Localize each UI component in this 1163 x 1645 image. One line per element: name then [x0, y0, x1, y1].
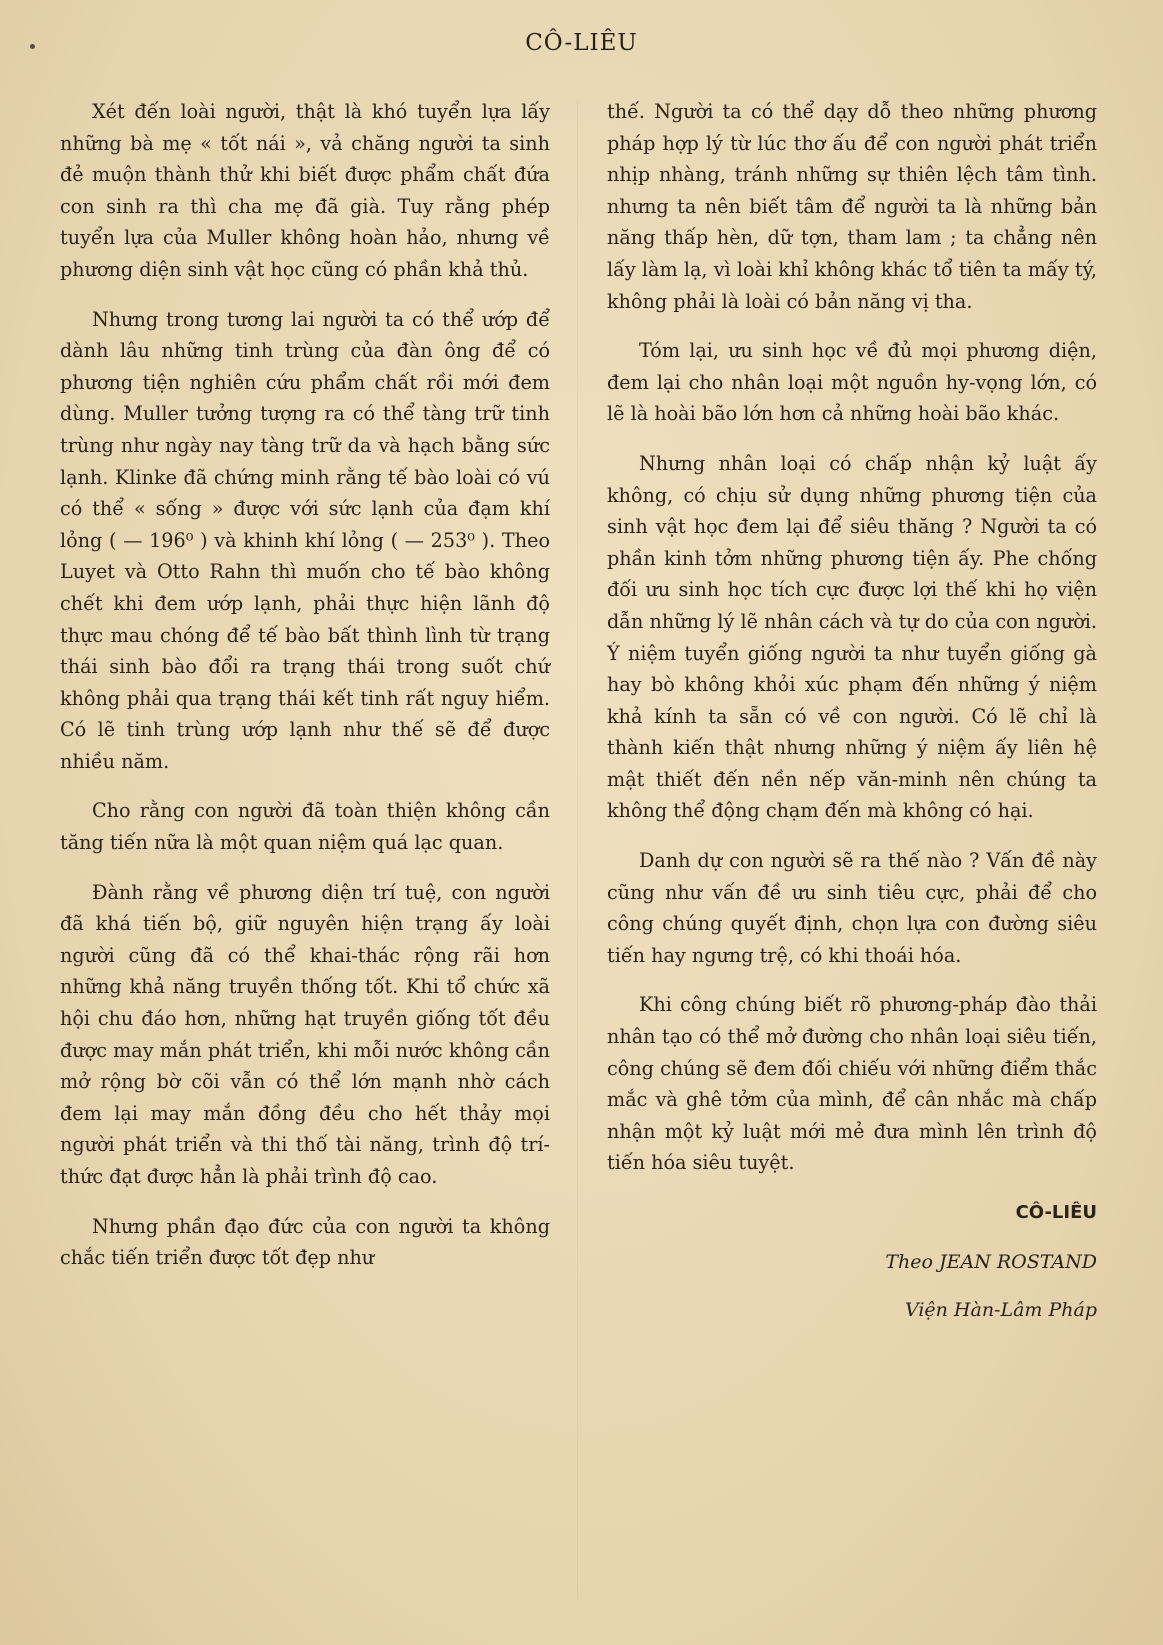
paragraph: Cho rằng con người đã toàn thiện không cần tăng tiến nữa là một quan niệm quá lạc quan. [60, 799, 550, 855]
source-credit: Theo JEAN ROSTAND [885, 1250, 1097, 1273]
paragraph: Nhưng nhân loại có chấp nhận kỷ luật ấy không, có chịu sử dụng những phương tiện của sinh vật học đem lại để siêu thăng ? Người ta có phần kinh tởm những phương tiện ấy. Phe chống đối ưu sinh học tích cực được lợi thế khi họ viện dẫn những lý lẽ nhân cách và tự do của con người. Ý niệm tuyển giống người ta như tuyển giống gà hay bò không khỏi xúc phạm đến những ý niệm khả kính ta sẵn có về con người. Có lẽ chỉ là thành kiến thật nhưng những ý niệm ấy liên hệ mật thiết đến nền nếp văn-minh nên chúng ta không thể động chạm đến mà không có hại. [607, 451, 1097, 823]
paragraph: Danh dự con người sẽ ra thế nào ? Vấn đề này cũng như vấn đề ưu sinh tiêu cực, phải để cho công chúng quyết định, chọn lựa con đường siêu tiến hay ngưng trệ, có khi thoái hóa. [607, 849, 1097, 967]
author-signature: CÔ-LIÊU [1015, 1202, 1097, 1223]
paragraph: Xét đến loài người, thật là khó tuyển lựa lấy những bà mẹ « tốt nái », vả chăng người ta sinh đẻ muộn thành thử khi biết được phẩm chất đứa con sinh ra thì cha mẹ đã già. Tuy rằng phép tuyển lựa của Muller không hoàn hảo, nhưng về phương diện sinh vật học cũng có phần khả thủ. [60, 100, 550, 281]
paragraph: Nhưng phần đạo đức của con người ta không chắc tiến triển được tốt đẹp như [60, 1214, 550, 1270]
right-column [607, 96, 1097, 1343]
running-header: CÔ-LIÊU [525, 30, 638, 56]
column-gutter [577, 100, 578, 1600]
paragraph: Đành rằng về phương diện trí tuệ, con người đã khá tiến bộ, giữ nguyên hiện trạng ấy loài người cũng đã có thể khai-thác rộng rãi hơn những khả năng truyền thống tốt. Khi tổ chức xã hội chu đáo hơn, những hạt truyền giống tốt đều được may mắn phát triển, khi mỗi nước không cần mở rộng bờ cõi vẫn có thể lớn mạnh nhờ cách đem lại may mắn đồng đều cho hết thảy mọi người phát triển và thi thố tài năng, trình độ trí-thức đạt được hẳn là phải trình độ cao. [60, 880, 550, 1188]
paragraph: Khi công chúng biết rõ phương-pháp đào thải nhân tạo có thể mở đường cho nhân loại siêu tiến, công chúng sẽ đem đối chiếu với những điểm thắc mắc và ghê tởm của mình, để cân nhắc mà chấp nhận một kỷ luật mới mẻ đưa mình lên trình độ tiến hóa siêu tuyệt. [607, 993, 1097, 1175]
paragraph: Nhưng trong tương lai người ta có thể ướp để dành lâu những tinh trùng của đàn ông để có phương tiện nghiên cứu phẩm chất rồi mới đem dùng. Muller tưởng tượng ra có thể tàng trữ tinh trùng như ngày nay tàng trữ da và hạch bằng sức lạnh. Klinke đã chứng minh rằng tế bào loài có vú có thể « sống » được với sức lạnh của đạm khí lỏng ( — 196⁰ ) và khinh khí lỏng ( — 253⁰ ). Theo Luyet và Otto Rahn thì muốn cho tế bào không chết khi đem ướp lạnh, phải thực hiện lãnh độ thực mau chóng để tế bào bất thình lình từ trạng thái sinh bào đổi ra trạng thái trong suốt chứ không phải qua trạng thái kết tinh rất nguy hiểm. Có lẽ tinh trùng ướp lạnh như thế sẽ để được nhiều năm. [60, 307, 550, 773]
source-institution: Viện Hàn-Lâm Pháp [904, 1298, 1097, 1321]
paragraph: Tóm lại, ưu sinh học về đủ mọi phương diện, đem lại cho nhân loại một nguồn hy-vọng lớn, có lẽ là hoài bão lớn hơn cả những hoài bão khác. [607, 339, 1097, 426]
paragraph-continued: thế. Người ta có thể dạy dỗ theo những phương pháp hợp lý từ lúc thơ ấu để con người phát triển nhịp nhàng, tránh những sự thiên lệch tâm tình. nhưng ta nên biết tâm để người ta là những bản năng thấp hèn, dữ tợn, tham lam ; ta chẳng nên lấy làm lạ, vì loài khỉ không khác tổ tiên ta mấy tý, không phải là loài có bản năng vị tha. [607, 100, 1097, 313]
left-column [60, 96, 550, 1292]
